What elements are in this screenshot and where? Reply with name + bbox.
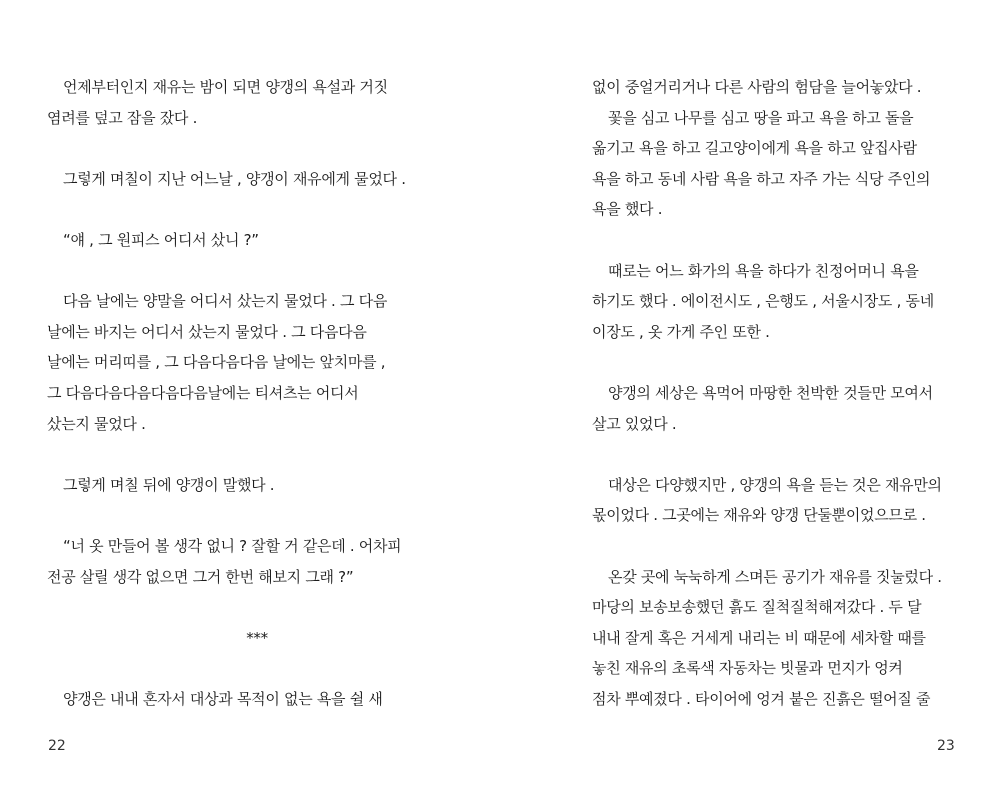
text-line: 없이 중얼거리거나 다른 사람의 험담을 늘어놓았다 . xyxy=(592,78,922,96)
blank-line xyxy=(47,500,467,531)
text-line: 양갱의 세상은 욕먹어 마땅한 천박한 것들만 모여서 xyxy=(608,383,933,402)
text-line: 욕을 했다 . xyxy=(592,200,663,219)
blank-line xyxy=(47,194,467,225)
text-line: 살고 있었다 . xyxy=(592,414,677,433)
text-line: 내내 잘게 혹은 거세게 내리는 비 때문에 세차할 때를 xyxy=(592,628,926,647)
left-page xyxy=(47,72,467,714)
text-line: 몫이었다 . 그곳에는 재유와 양갱 단둘뿐이었으므로 . xyxy=(592,506,926,525)
text-line: 날에는 바지는 어디서 샀는지 물었다 . 그 다음다음 xyxy=(47,322,367,341)
section-break: *** xyxy=(246,628,268,647)
text-line: 그렇게 며칠이 지난 어느날 , 양갱이 재유에게 물었다 . xyxy=(63,169,406,188)
blank-line xyxy=(592,347,962,378)
text-line: 샀는지 물었다 . xyxy=(47,414,146,433)
blank-line xyxy=(47,133,467,164)
text-line: 마당의 보송보송했던 흙도 질척질척해져갔다 . 두 달 xyxy=(592,598,922,617)
blank-line xyxy=(592,439,962,470)
text-line: “너 옷 만들어 볼 생각 없니 ? 잘할 거 같은데 . 어차피 xyxy=(63,536,402,555)
right-page-number: 23 xyxy=(937,738,955,754)
text-line: 온갖 곳에 눅눅하게 스며든 공기가 재유를 짓눌렀다 . xyxy=(608,567,942,586)
text-line: “얘 , 그 원피스 어디서 샀니 ?” xyxy=(63,230,259,249)
blank-line xyxy=(592,531,962,562)
right-page xyxy=(592,72,962,714)
text-line: 욕을 하고 동네 사람 욕을 하고 자주 가는 식당 주인의 xyxy=(592,169,931,188)
left-page-number: 22 xyxy=(48,738,66,754)
text-line: 다음 날에는 양말을 어디서 샀는지 물었다 . 그 다음 xyxy=(63,292,388,311)
blank-line xyxy=(47,653,467,684)
text-line: 옮기고 욕을 하고 길고양이에게 욕을 하고 앞집사람 xyxy=(592,139,917,158)
blank-line xyxy=(592,225,962,256)
text-line: 점차 뿌예졌다 . 타이어에 엉겨 붙은 진흙은 떨어질 줄 xyxy=(592,689,931,708)
text-line: 양갱은 내내 혼자서 대상과 목적이 없는 욕을 쉴 새 xyxy=(63,689,383,708)
text-line: 그 다음다음다음다음다음날에는 티셔츠는 어디서 xyxy=(47,383,359,402)
text-line: 이장도 , 옷 가게 주인 또한 . xyxy=(592,322,770,341)
text-line: 전공 살릴 생각 없으면 그거 한번 해보지 그래 ?” xyxy=(47,567,354,586)
text-line: 날에는 머리띠를 , 그 다음다음다음 날에는 앞치마를 , xyxy=(47,353,386,372)
text-line: 언제부터인지 재유는 밤이 되면 양갱의 욕설과 거짓 xyxy=(63,78,388,96)
text-line: 하기도 했다 . 에이전시도 , 은행도 , 서울시장도 , 동네 xyxy=(592,292,934,311)
text-line: 그렇게 며칠 뒤에 양갱이 말했다 . xyxy=(63,475,275,494)
blank-line xyxy=(47,439,467,470)
text-line: 염려를 덮고 잠을 잤다 . xyxy=(47,108,198,127)
text-line: 꽃을 심고 나무를 심고 땅을 파고 욕을 하고 돌을 xyxy=(608,108,914,127)
text-line: 때로는 어느 화가의 욕을 하다가 친정어머니 욕을 xyxy=(608,261,919,280)
text-line: 대상은 다양했지만 , 양갱의 욕을 듣는 것은 재유만의 xyxy=(608,475,942,494)
blank-line xyxy=(47,256,467,287)
blank-line xyxy=(47,592,467,623)
text-line: 놓친 재유의 초록색 자동차는 빗물과 먼지가 엉켜 xyxy=(592,659,903,678)
